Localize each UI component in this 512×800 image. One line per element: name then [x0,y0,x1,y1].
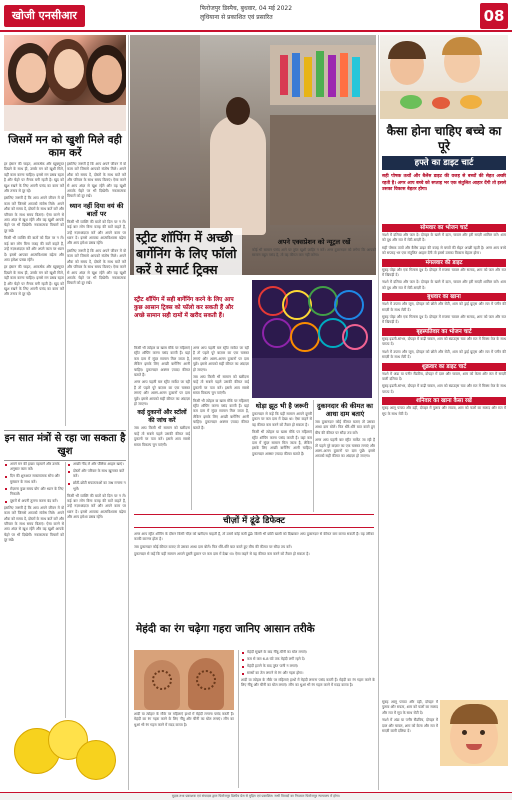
mehndi-hands-photo [134,650,234,710]
mehndi-tip: सरसों का तेल लगाने से रंग और गहरा होगा। [241,671,375,676]
left-para-b: इसलिए जरूरी है कि आप अपने जीवन में वो काम करें जिससे आपको संतोष मिले। अपने शौक को समय दें, दोस्तों के साथ बातें करें और परिवार के साथ समय बिताएं। ऐसा करने से आप अंदर से खुश रहेंगे और यह खुशी आपके चेहरे पर भी दिखेगी। नकारात्मक विचारों को दूर रखें। [67,162,126,199]
smiling-women-photo [4,35,126,131]
mehndi-body-a [134,712,234,788]
day-thursday: बृहस्पतिवार का भोजन चार्ट [382,328,506,336]
mantra-headline: इन सात मंत्रों से रहा जा सकता है खुश [4,430,126,461]
day-wednesday: बुधवार का खाना [382,293,506,301]
day-monday-text: नाश्ते में दलिया और फल दें। दोपहर के खाने में दाल, चावल और हरी सब्ज़ी शामिल करें। शाम को दूध और रात में रोटी-सब्ज़ी दें। [382,233,506,243]
expression-subhead: अपने एक्सप्रेशन को न्यूट्रल रखें [277,238,351,246]
mantra-item: छोटी-छोटी सफलताओं का जश्न मनाना न भूलें। [67,481,126,492]
diet-intro: सही पोषक तत्वों और बैलेंस डाइट की वजह से बच्चों की सेहत अच्छी रहती है। अगर आप बच्चे को सप्ताह भर एक संतुलित आहार देंगी तो इससे उसका विकास बेहतर होगा। [382,174,506,193]
defect-para: अगर आप स्ट्रीट शॉपिंग के दौरान किसी चीज़ को खरीदना चाहती हैं, तो उसमें कोई कमी ढूंढें। किसी भी छोटी खामी को दिखाकर आप दुकानदार से कीमत कम करवा सकती हैं। यह तरीका काफी कारगर होता है। [134,532,374,542]
date-line-2: लुधियाना से प्रकाशित एवं प्रसारित [200,14,273,21]
kids-eating-photo [380,35,508,119]
street-col-d [315,400,375,512]
baby-eating-photo [440,700,508,790]
mantra-list-a [4,462,64,718]
defect-headline: चीज़ों में ढूंढे डिफेक्ट [134,514,374,528]
mehndi-body-b [241,650,375,788]
bangles-photo [252,280,372,398]
day-monday: सोमवार का भोजन चार्ट [382,224,506,232]
white-lie-subhead: थोड़ा झूठ भी है जरूरी [255,402,309,410]
diet-subheadline: हफ्ते का डाइट चार्ट [382,156,506,170]
diet-tail-extra: नाश्ते में अंडा या पनीर सैंडविच, दोपहर में दाल और चावल, शाम को केला और रात में सब्ज़ी वाली दलिया दें। [382,718,438,734]
half-price-para: जब दुकानदार कोई कीमत बताए तो उसका आधा दाम बोलें। फिर धीरे-धीरे बात करते हुए बीच की कीमत पर सौदा तय करें। [315,420,375,435]
white-lie-para: दुकानदार से कहें कि यही सामान आपने दूसरी दुकान पर कम दाम में देखा था। ऐसा कहने से वह कीमत कम करने को तैयार हो सकता है। [252,412,312,427]
street-sub1: कई दुकानों और स्टॉलों की जांच करें [137,409,187,424]
mehndi-para-b: शादी या त्योहार के मौके पर महिलाएं हाथों में मेहंदी लगाना पसंद करती हैं। मेहंदी का रंग गहरा करने के लिए नींबू और चीनी का घोल लगाएं। लौंग का धुआं भी रंग गहरा करने में मदद करता है। [241,677,375,688]
mantra-item: दोस्तों और परिवार के साथ खुलकर बातें करें। [67,469,126,480]
mehndi-tip: कम से कम 6-8 घंटे तक मेहंदी लगी रहने दें। [241,657,375,662]
left-headline: जिसमें मन को खुशी मिले वही काम करें [8,134,122,159]
footer-imprint: मुद्रक तथा प्रकाशक एवं संपादक द्वारा फिरोजपुर डिस्पैच प्रेस से मुद्रित एवं प्रकाशित। सभी विवादों का निपटारा फिरोजपुर न्यायालय में होगा। [0,792,512,800]
left-para-c: इसलिए जरूरी है कि आप अपने जीवन में वो काम करें जिससे आपको संतोष मिले। अपने शौक को समय दें, दोस्तों के साथ बातें करें और परिवार के साथ समय बिताएं। ऐसा करने से आप अंदर से खुश रहेंगे और यह खुशी आपके चेहरे पर भी दिखेगी। नकारात्मक विचारों को दूर रखें। [67,248,126,286]
mantra-item: दूसरों से अपनी तुलना करना बंद करें। [4,499,64,504]
left-intro: हर इंसान की चाहत, आकर्षक और खूबसूरत दिखने के साथ ही, उसके मन को खुशी मिले, वहीं काम करना चाहिए। इससे मन प्रसन्न रहता है और चेहरे पर रौनक बनी रहती है। खुद को खुश रखने के लिए अपनी पसंद का काम करें और तनाव से दूर रहें। [4,162,64,194]
street-col-b [193,346,249,510]
diet-days [382,222,506,698]
mantra-item: अच्छी नींद लें और पौष्टिक आहार खाएं। [67,462,126,467]
day-wednesday-text: नाश्ते में उपमा और जूस, दोपहर को छोले और रोटी, शाम को ड्राई फ्रूट्स और रात में पनीर की सब्ज़ी के साथ रोटी दें। [382,302,506,312]
day-thursday-text: सुबह इडली-सांभर, दोपहर में कढ़ी चावल, शाम को स्प्राउट्स चाट और रात में मिक्स वेज के साथ पराठा दें। [382,336,506,347]
defect-para-b: जब दुकानदार कोई कीमत बताए तो उसका आधा दाम बोलें। फिर धीरे-धीरे बात करते हुए बीच की कीमत पर सौदा तय करें। [134,544,292,549]
half-price-para-b: अगर आप पहली बार स्ट्रीट मार्केट जा रही हैं तो पहले पूरे बाज़ार का एक चक्कर लगाएं और अलग-अलग दुकानों पर दाम पूछें। इससे आपको सही कीमत का अंदाज़ा हो जाएगा। [315,438,375,459]
left-intro-repeat: हर इंसान की चाहत, आकर्षक और खूबसूरत दिखने के साथ ही, उसके मन को खुशी मिले, वहीं काम करना चाहिए। इससे मन प्रसन्न रहता है और चेहरे पर रौनक बनी रहती है। खुद को खुश रखने के लिए अपनी पसंद का काम करें और तनाव से दूर रहें। [4,265,64,297]
brand-badge: खोजी एनसीआर [4,5,85,27]
mantra-item: दिन की शुरुआत सकारात्मक सोच और मुस्कान के साथ करें। [4,474,64,485]
mehndi-tip: मेहंदी हटाने के बाद तुरंत पानी न लगाएं। [241,664,375,669]
expression-para: कोई भी सामान पसंद आने पर तुरंत खुशी ज़ाहिर न करें। अगर दुकानदार को लगेगा कि आपको सामान बहुत पसंद है, तो वह कीमत कम नहीं करेगा। [252,248,376,258]
day-monday-extra: सही पोषक तत्वों और बैलेंस डाइट की वजह से बच्चों की सेहत अच्छी रहती है। अगर आप बच्चे को सप्ताह भर एक संतुलित आहार देंगी तो इससे उसका विकास बेहतर होगा। [382,245,506,256]
left-para-repeat: किसी भी व्यक्ति की बातों को दिल पर न लें। कई बार लोग बिना वजह की बातें कहते हैं, उन्हें नज़रअंदाज़ करें और अपने काम पर ध्यान दें। इससे आपका आत्मविश्वास बढ़ेगा और आप हमेशा प्रसन्न रहेंगे। [4,236,64,262]
mehndi-para: शादी या त्योहार के मौके पर महिलाएं हाथों में मेहंदी लगाना पसंद करती हैं। मेहंदी का रंग गहरा करने के लिए नींबू और चीनी का घोल लगाएं। लौंग का धुआं भी रंग गहरा करने में मदद करता है। [134,712,234,727]
left-col-a [4,162,64,426]
street-para1: किसी भी त्योहार या खास मौके पर महिलाएं स्ट्रीट शॉपिंग करना पसंद करती हैं। यहां कम दाम में सुंदर सामान मिल जाता है, लेकिन इसके लिए अच्छी बार्गेनिंग आनी चाहिए। दुकानदार अक्सर ज़्यादा कीमत बताते हैं। [134,346,190,378]
mantra-extra: इसलिए जरूरी है कि आप अपने जीवन में वो काम करें जिससे आपको संतोष मिले। अपने शौक को समय दें, दोस्तों के साथ बातें करें और परिवार के साथ समय बिताएं। ऐसा करने से आप अंदर से खुश रहेंगे और यह खुशी आपके चेहरे पर भी दिखेगी। नकारात्मक विचारों को दूर रखें। [4,505,64,543]
street-shopping-headline: स्ट्रीट शॉपिंग में अच्छी बार्गेनिंग के लिए फॉलो करें ये स्मार्ट ट्रिक्स [134,228,242,280]
expression-box [252,236,376,278]
smiley-faces-illustration [14,720,118,784]
day-tuesday-extra: नाश्ते में दलिया और फल दें। दोपहर के खाने में दाल, चावल और हरी सब्ज़ी शामिल करें। शाम को दूध और रात में रोटी-सब्ज़ी दें। [382,280,506,290]
defect-para-c: दुकानदार से कहें कि यही सामान आपने दूसरी दुकान पर कम दाम में देखा था। ऐसा कहने से वह कीमत कम करने को तैयार हो सकता है। [134,552,310,557]
diet-tail-text: सुबह आलू पराठा और दही, दोपहर में पुलाव और रायता, शाम को फलों का सलाद और रात में सूप के साथ रोटी दें। [382,700,438,715]
street-shopping-lead: स्ट्रीट शॉपिंग में सही बार्गेनिंग करने के लिए आप कुछ आसान ट्रिक्स को फॉलो कर सकती हैं और अच्छे सामान सही दामों में खरीद सकती हैं। [134,297,234,319]
half-price-subhead: दुकानदार की कीमत का आधा दाम बताएं [317,402,373,418]
street-col-a [134,346,190,510]
street-para1-b: अगर आप पहली बार स्ट्रीट मार्केट जा रही हैं तो पहले पूरे बाज़ार का एक चक्कर लगाएं और अलग-अलग दुकानों पर दाम पूछें। इससे आपको सही कीमत का अंदाज़ा हो जाएगा। [193,346,249,372]
day-friday: शुक्रवार का डाइट चार्ट [382,363,506,371]
mehndi-headline: मेहंदी का रंग चढ़ेगा गहरा जानिए आसान तरीके [136,623,315,635]
day-friday-extra: सुबह इडली-सांभर, दोपहर में कढ़ी चावल, शाम को स्प्राउट्स चाट और रात में मिक्स वेज के साथ पराठा दें। [382,384,506,394]
day-saturday-text: सुबह आलू पराठा और दही, दोपहर में पुलाव और रायता, शाम को फलों का सलाद और रात में सूप के साथ रोटी दें। [382,406,506,416]
day-saturday: शनिवार का खाना कैसा रखें [382,397,506,405]
defect-body [134,532,374,616]
masthead [0,0,512,32]
left-para2: किसी भी व्यक्ति की बातों को दिल पर न लें। कई बार लोग बिना वजह की बातें कहते हैं, उन्हें नज़रअंदाज़ करें और अपने काम पर ध्यान दें। इससे आपका आत्मविश्वास बढ़ेगा और आप हमेशा प्रसन्न रहेंगे। [67,219,126,246]
mantra-item: अपने मन की इच्छा पहचानें और उसके अनुसार काम करें। [4,462,64,473]
street-para1-c: किसी भी त्योहार या खास मौके पर महिलाएं स्ट्रीट शॉपिंग करना पसंद करती हैं। यहां कम दाम में सुंदर सामान मिल जाता है, लेकिन इसके लिए अच्छी बार्गेनिंग आनी चाहिए। दुकानदार अक्सर ज़्यादा कीमत बताते हैं। [193,398,249,430]
left-para: इसलिए जरूरी है कि आप अपने जीवन में वो काम करें जिससे आपको संतोष मिले। अपने शौक को समय दें, दोस्तों के साथ बातें करें और परिवार के साथ समय बिताएं। ऐसा करने से आप अंदर से खुश रहेंगे और यह खुशी आपके चेहरे पर भी दिखेगी। नकारात्मक विचारों को दूर रखें। [4,196,64,233]
page-number: 08 [480,3,508,29]
dateline [200,4,292,22]
mantra-list-b [67,462,126,718]
diet-headline: कैसा होना चाहिए बच्चे का पूरे [386,124,502,153]
day-tuesday: मंगलवार की डाइट [382,259,506,267]
left-col-b [67,162,126,426]
mantra-extra-b: किसी भी व्यक्ति की बातों को दिल पर न लें। कई बार लोग बिना वजह की बातें कहते हैं, उन्हें नज़रअंदाज़ करें और अपने काम पर ध्यान दें। इससे आपका आत्मविश्वास बढ़ेगा और आप हमेशा प्रसन्न रहेंगे। [67,493,126,520]
day-tuesday-text: सुबह पोहा और एक गिलास दूध दें। दोपहर में राजमा चावल और सलाद, शाम को फल और रात में खिचड़ी दें। [382,267,506,278]
street-para3: जब आप किसी भी सामान को खरीदना चाहें तो सबसे पहले उसकी कीमत कई दुकानों पर पता करें। इससे आप सबसे सस्ता विकल्प चुन पाएंगी। [134,426,190,447]
white-lie-para-b: किसी भी त्योहार या खास मौके पर महिलाएं स्ट्रीट शॉपिंग करना पसंद करती हैं। यहां कम दाम में सुंदर सामान मिल जाता है, लेकिन इसके लिए अच्छी बार्गेनिंग आनी चाहिए। दुकानदार अक्सर ज़्यादा कीमत बताते हैं। [252,430,312,456]
mantra-item: रोज़ाना कुछ समय योग और ध्यान के लिए निकालें। [4,487,64,498]
street-col-c [252,400,312,512]
left-subhead: ध्यान नहीं दिया वयं की बातों पर [69,201,124,218]
street-para2: अगर आप पहली बार स्ट्रीट मार्केट जा रही हैं तो पहले पूरे बाज़ार का एक चक्कर लगाएं और अलग-अलग दुकानों पर दाम पूछें। इससे आपको सही कीमत का अंदाज़ा हो जाएगा। [134,380,190,407]
mehndi-tip: मेहंदी सूखने के बाद नींबू-चीनी का घोल लगाएं। [241,650,375,655]
day-thursday-extra: नाश्ते में उपमा और जूस, दोपहर को छोले और रोटी, शाम को ड्राई फ्रूट्स और रात में पनीर की सब्ज़ी के साथ रोटी दें। [382,349,506,360]
diet-tail [382,700,438,788]
street-para3-b: जब आप किसी भी सामान को खरीदना चाहें तो सबसे पहले उसकी कीमत कई दुकानों पर पता करें। इससे आप सबसे सस्ता विकल्प चुन पाएंगी। [193,375,249,396]
date-line-1: फिरोजपुर डिस्पैच, बुधवार, 04 मई 2022 [200,5,293,12]
day-friday-text: नाश्ते में अंडा या पनीर सैंडविच, दोपहर में दाल और चावल, शाम को केला और रात में सब्ज़ी वाली दलिया दें। [382,371,506,381]
day-wednesday-extra: सुबह पोहा और एक गिलास दूध दें। दोपहर में राजमा चावल और सलाद, शाम को फल और रात में खिचड़ी दें। [382,315,506,325]
